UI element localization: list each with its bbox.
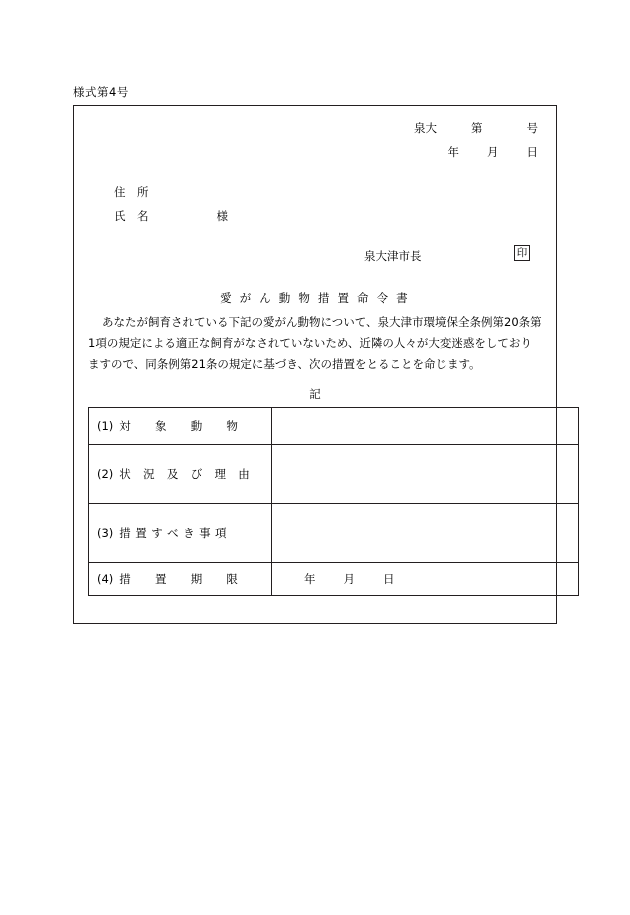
period-month-label: 月 [343, 572, 355, 586]
body-line-3: ますので、同条例第21条の規定に基づき、次の措置をとることを命じます。 [88, 357, 481, 371]
body-line-2: 1項の規定による適正な飼育がなされていないため、近隣の人々が大変迷惑をしており [88, 336, 532, 350]
table-row [89, 504, 579, 563]
document-title: 愛 が ん 動 物 措 置 命 令 書 [220, 291, 410, 305]
name-label: 氏 名 [114, 209, 149, 223]
period-day-label: 日 [383, 572, 395, 586]
record-label: 記 [309, 387, 321, 401]
row-label-cell [89, 445, 272, 504]
row-value-cell[interactable] [272, 408, 579, 445]
document-number-prefix: 泉大 [414, 121, 437, 135]
body-line-1: あなたが飼育されている下記の愛がん動物について、泉大津市環境保全条例第20条第 [102, 315, 542, 329]
row-number: (3) [97, 526, 114, 540]
address-label: 住 所 [114, 185, 149, 199]
date-month-label: 月 [487, 145, 499, 159]
issuer-name: 泉大津市長 [364, 249, 422, 263]
recipient-name-row [114, 208, 228, 224]
document-frame [73, 105, 557, 624]
period-fields [280, 572, 395, 586]
table-row [89, 445, 579, 504]
date-year-label: 年 [447, 145, 459, 159]
row-label-cell [89, 504, 272, 563]
document-date-line [448, 144, 539, 160]
table-row [89, 563, 579, 596]
row-value-cell[interactable] [272, 563, 579, 596]
seal-icon: 印 [514, 245, 530, 261]
form-number: 様式第4号 [73, 85, 129, 99]
row-number: (2) [97, 467, 114, 481]
items-table [88, 407, 579, 596]
row-number: (1) [97, 419, 114, 433]
period-year-label: 年 [304, 572, 316, 586]
document-number-go: 号 [526, 121, 538, 135]
row-label: 状 況 及 び 理 由 [119, 467, 251, 481]
row-label: 措 置 期 限 [119, 572, 239, 586]
date-day-label: 日 [526, 145, 538, 159]
row-label: 措 置 す べ き 事 項 [119, 526, 227, 540]
document-body [88, 312, 542, 375]
document-number-dai: 第 [471, 121, 483, 135]
document-number-line [414, 120, 538, 136]
recipient-address-row [114, 184, 149, 200]
row-value-cell[interactable] [272, 504, 579, 563]
row-number: (4) [97, 572, 114, 586]
honorific-label: 様 [216, 209, 228, 223]
row-label-cell [89, 408, 272, 445]
row-value-cell[interactable] [272, 445, 579, 504]
row-label-cell [89, 563, 272, 596]
row-label: 対 象 動 物 [119, 419, 239, 433]
table-row [89, 408, 579, 445]
